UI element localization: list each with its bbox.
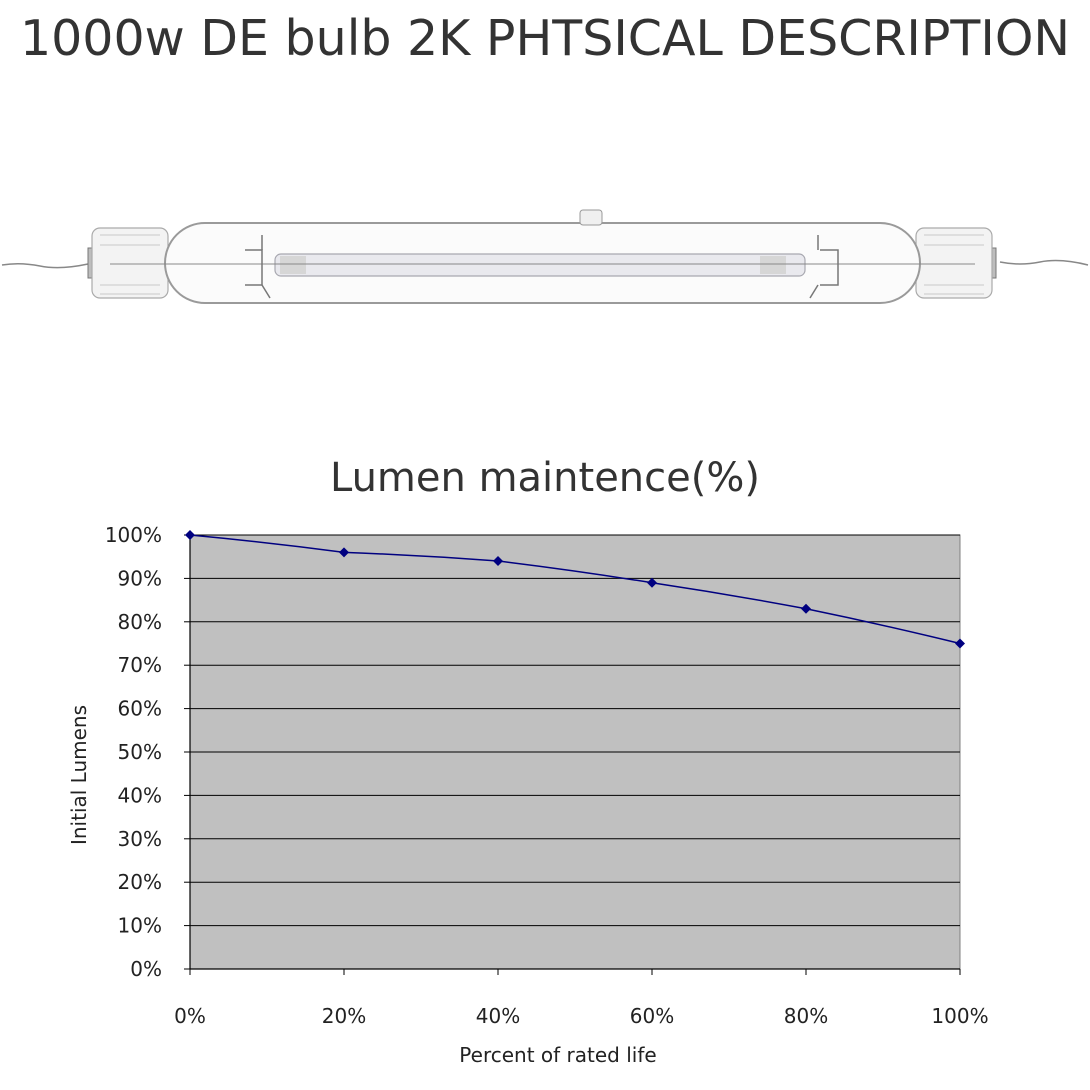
x-tick-label: 0%: [174, 1004, 206, 1028]
y-tick-label: 70%: [117, 653, 162, 678]
y-tick-label: 50%: [117, 740, 162, 764]
page-title: 1000w DE bulb 2K PHTSICAL DESCRIPTION: [19, 10, 1071, 67]
y-tick-label: 40%: [117, 783, 162, 808]
y-tick-label: 0%: [130, 957, 162, 981]
y-tick-label: 90%: [117, 566, 162, 591]
x-tick-label: 20%: [321, 1004, 367, 1028]
y-tick-label: 80%: [117, 609, 162, 634]
y-tick-label: 100%: [104, 523, 162, 547]
x-tick-label: 40%: [475, 1004, 521, 1028]
y-tick-label: 10%: [117, 913, 162, 938]
y-axis-label: Initial Lumens: [67, 704, 91, 846]
x-tick-label: 60%: [629, 1004, 675, 1028]
x-axis-label: Percent of rated life: [459, 1043, 657, 1067]
y-tick-label: 20%: [117, 870, 162, 895]
x-tick-label: 80%: [783, 1004, 829, 1028]
y-tick-label: 60%: [117, 696, 162, 721]
y-tick-label: 30%: [117, 826, 162, 851]
chart-title: Lumen maintence(%): [330, 455, 760, 501]
x-tick-label: 100%: [931, 1004, 989, 1028]
